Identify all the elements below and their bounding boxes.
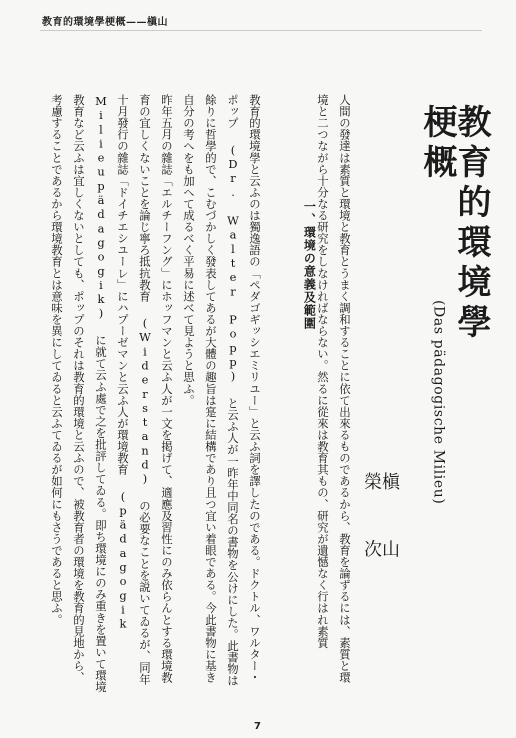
page-number: 7: [254, 721, 261, 732]
body-text-column: [34, 94, 266, 694]
article-subtitle: (Das pädagogische Milieu): [430, 300, 447, 505]
article-title: 教育的環境學梗概: [417, 104, 491, 344]
body-paragraph-2: 昨年五月の雜誌「エルチーフング」にホッフマンと云ふ人が一文を掲げて、適應及習性にのみ依らんとする環境教育の宜しくないことを論じ寧ろ抵抗教育 (Widerstand) の必要なことを説いてゐるが、同年十月發行の雜誌「ドイチエシユーレ」にハプーゼマンと云ふ人が環境教育 (pädagogik Milieupädagogik) に就て云ふ處で之を批評してゐる。即ち環境にのみ重きを置いて環境教育など云ふは宜しくないとしても、ポップのそれは教育的環境と云ふので、被教育者の環境を教育的見地から、考慮することであるから環境教育とは意味を異にしてゐると云ふてゐるが如何にもさうであると思ふ。: [50, 94, 174, 693]
body-text-column-2: [260, 94, 356, 694]
section-heading: 一、環境の意義及範圍: [302, 200, 317, 330]
body-paragraph-3: 人間の發達は素質と環境と教育とうまく調和することに依て出來るものであるから、教育を論ずるには、素質と環境と二つながら十分なる研究をしなければならない。然るに從來は教育其もの、研究が遺憾なく行はれ素質: [316, 94, 352, 684]
body-paragraph-1: 教育的環境學と云ふのは獨逸語の「ペダゴギッシエミリユー」と云ふ詞を譯したのである。ドクトル、ワルター・ポップ (Dr. Walter Popp) と云ふ人が一昨年中同名の書物を公けにした。此書物は餘りに哲學的で、こむづかしく發表してあるが大體の趣旨は寔に結構であり且つ宜い着眼である。今此書物に基き自分の考へをも加へて成るべく平易に述べて見ようと思ふ。: [182, 94, 262, 687]
running-head: 教育的環境學梗概——槇山: [42, 17, 168, 28]
author-name: 槇 山 榮 次: [361, 472, 400, 580]
header-rule: [40, 30, 482, 31]
